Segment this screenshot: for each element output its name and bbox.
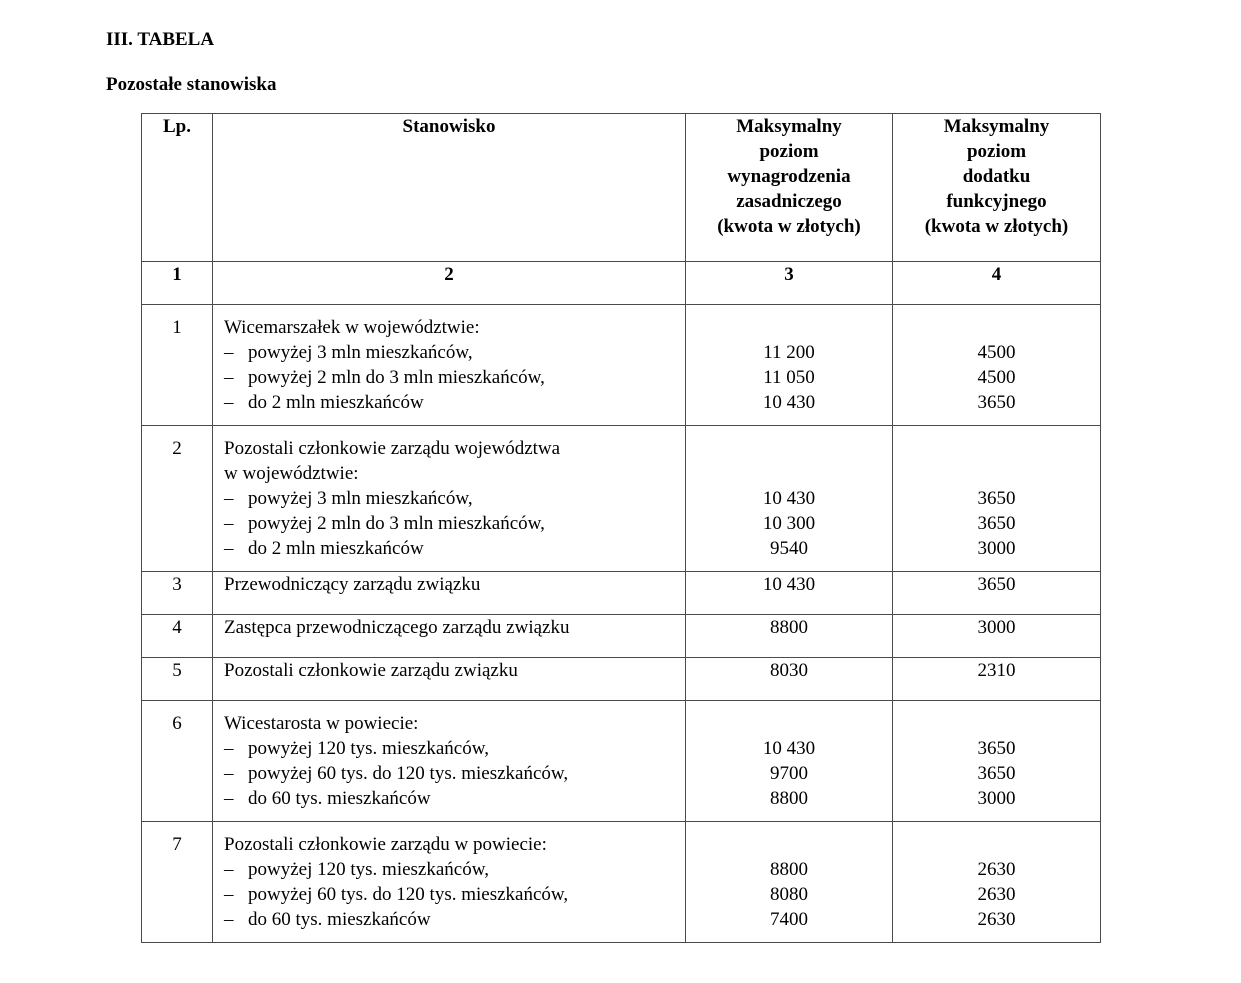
- header-line: (kwota w złotych): [924, 216, 1069, 237]
- header-line: wynagrodzenia: [727, 166, 851, 187]
- table-row: [142, 426, 1101, 572]
- position-item-text: do 60 tys. mieszkańców: [248, 909, 431, 930]
- position-item: [224, 390, 675, 415]
- position-item-text: powyżej 60 tys. do 120 tys. mieszkańców,: [248, 763, 569, 784]
- header-line: zasadniczego: [736, 191, 842, 212]
- list-dash: –: [224, 884, 234, 905]
- bonus-value: 4500: [977, 367, 1016, 388]
- position-title: Pozostali członkowie zarządu województwa: [224, 438, 561, 459]
- list-dash: –: [224, 909, 234, 930]
- header-line: poziom: [759, 141, 819, 162]
- row-lp: 7: [142, 822, 213, 943]
- position-item: [224, 536, 675, 561]
- row-base-salary: 8030: [686, 658, 893, 701]
- row-function-bonus: 3650: [893, 572, 1101, 615]
- row-lp: 1: [142, 305, 213, 426]
- document-subheading: Pozostałe stanowiska: [106, 74, 277, 95]
- salary-value: 8800: [770, 859, 808, 880]
- bonus-value: 3650: [977, 488, 1016, 509]
- bonus-value: 3650: [977, 513, 1016, 534]
- bonus-value: 3000: [977, 538, 1016, 559]
- salary-value: 8080: [770, 884, 808, 905]
- list-dash: –: [224, 392, 234, 413]
- table-row: [142, 822, 1101, 943]
- list-dash: –: [224, 342, 234, 363]
- document-heading: III. TABELA: [106, 29, 215, 50]
- position-item: [224, 340, 675, 365]
- row-position: [213, 426, 686, 572]
- position-title: Pozostali członkowie zarządu w powiecie:: [224, 834, 547, 855]
- column-number: 4: [893, 262, 1101, 305]
- position-title: w województwie:: [224, 463, 359, 484]
- row-position: [213, 822, 686, 943]
- header-line: Maksymalny: [943, 116, 1050, 137]
- salary-value: 10 430: [762, 488, 816, 509]
- header-line: (kwota w złotych): [717, 216, 861, 237]
- list-dash: –: [224, 788, 234, 809]
- header-lp: Lp.: [142, 114, 213, 262]
- column-number: 3: [686, 262, 893, 305]
- position-item: [224, 511, 675, 536]
- row-position: Pozostali członkowie zarządu związku: [213, 658, 686, 701]
- table-row: [142, 615, 1101, 658]
- row-base-salary: [686, 822, 893, 943]
- header-base-salary: [686, 114, 893, 262]
- table-row: [142, 572, 1101, 615]
- position-item-text: powyżej 3 mln mieszkańców,: [248, 488, 473, 509]
- salary-value: 11 050: [763, 367, 815, 388]
- bonus-value: 2630: [977, 884, 1016, 905]
- bonus-value: 3650: [977, 738, 1016, 759]
- bonus-value: 3000: [977, 788, 1016, 809]
- header-position: Stanowisko: [213, 114, 686, 262]
- position-item: [224, 736, 675, 761]
- position-item-text: powyżej 3 mln mieszkańców,: [248, 342, 473, 363]
- row-base-salary: [686, 305, 893, 426]
- header-line: Maksymalny: [736, 116, 842, 137]
- position-item: [224, 857, 675, 882]
- list-dash: –: [224, 488, 234, 509]
- list-dash: –: [224, 738, 234, 759]
- row-lp: 2: [142, 426, 213, 572]
- table-row: [142, 701, 1101, 822]
- row-base-salary: [686, 701, 893, 822]
- position-item: [224, 907, 675, 932]
- position-item: [224, 761, 675, 786]
- position-item-text: powyżej 60 tys. do 120 tys. mieszkańców,: [248, 884, 569, 905]
- column-number: 2: [213, 262, 686, 305]
- salary-value: 8800: [770, 788, 808, 809]
- position-item: [224, 786, 675, 811]
- position-item-text: powyżej 2 mln do 3 mln mieszkańców,: [248, 367, 545, 388]
- salary-value: 9700: [770, 763, 808, 784]
- row-position: Zastępca przewodniczącego zarządu związku: [213, 615, 686, 658]
- row-lp: 3: [142, 572, 213, 615]
- bonus-value: 3650: [977, 763, 1016, 784]
- salary-value: 11 200: [763, 342, 815, 363]
- row-position: [213, 305, 686, 426]
- bonus-value: 3650: [977, 392, 1016, 413]
- list-dash: –: [224, 513, 234, 534]
- position-item: [224, 486, 675, 511]
- row-function-bonus: 3000: [893, 615, 1101, 658]
- row-lp: 4: [142, 615, 213, 658]
- bonus-value: 2630: [977, 859, 1016, 880]
- row-position: [213, 701, 686, 822]
- table-row: [142, 658, 1101, 701]
- salary-value: 10 430: [762, 392, 816, 413]
- row-function-bonus: [893, 822, 1101, 943]
- salary-value: 9540: [770, 538, 808, 559]
- salary-value: 10 430: [762, 738, 816, 759]
- bonus-value: 2630: [977, 909, 1016, 930]
- salary-value: 10 300: [762, 513, 816, 534]
- list-dash: –: [224, 763, 234, 784]
- position-item: [224, 365, 675, 390]
- row-function-bonus: 2310: [893, 658, 1101, 701]
- header-function-bonus: [893, 114, 1101, 262]
- header-line: poziom: [966, 141, 1027, 162]
- row-lp: 5: [142, 658, 213, 701]
- table-row: [142, 305, 1101, 426]
- header-line: funkcyjnego: [946, 191, 1047, 212]
- position-item: [224, 882, 675, 907]
- column-number-row: [142, 262, 1101, 305]
- row-base-salary: 10 430: [686, 572, 893, 615]
- position-item-text: powyżej 120 tys. mieszkańców,: [248, 859, 489, 880]
- list-dash: –: [224, 859, 234, 880]
- position-item-text: powyżej 120 tys. mieszkańców,: [248, 738, 489, 759]
- salary-value: 7400: [770, 909, 808, 930]
- row-base-salary: [686, 426, 893, 572]
- position-item-text: do 2 mln mieszkańców: [248, 538, 424, 559]
- position-item-text: do 2 mln mieszkańców: [248, 392, 424, 413]
- header-line: dodatku: [962, 166, 1031, 187]
- row-lp: 6: [142, 701, 213, 822]
- position-item-text: powyżej 2 mln do 3 mln mieszkańców,: [248, 513, 545, 534]
- column-number: 1: [142, 262, 213, 305]
- salary-table: [141, 113, 1101, 943]
- position-title: Wicestarosta w powiecie:: [224, 713, 419, 734]
- row-function-bonus: [893, 701, 1101, 822]
- bonus-value: 4500: [977, 342, 1016, 363]
- table-header-row: [142, 114, 1101, 262]
- list-dash: –: [224, 367, 234, 388]
- row-function-bonus: [893, 305, 1101, 426]
- row-base-salary: 8800: [686, 615, 893, 658]
- row-position: Przewodniczący zarządu związku: [213, 572, 686, 615]
- position-title: Wicemarszałek w województwie:: [224, 317, 480, 338]
- position-item-text: do 60 tys. mieszkańców: [248, 788, 431, 809]
- list-dash: –: [224, 538, 234, 559]
- row-function-bonus: [893, 426, 1101, 572]
